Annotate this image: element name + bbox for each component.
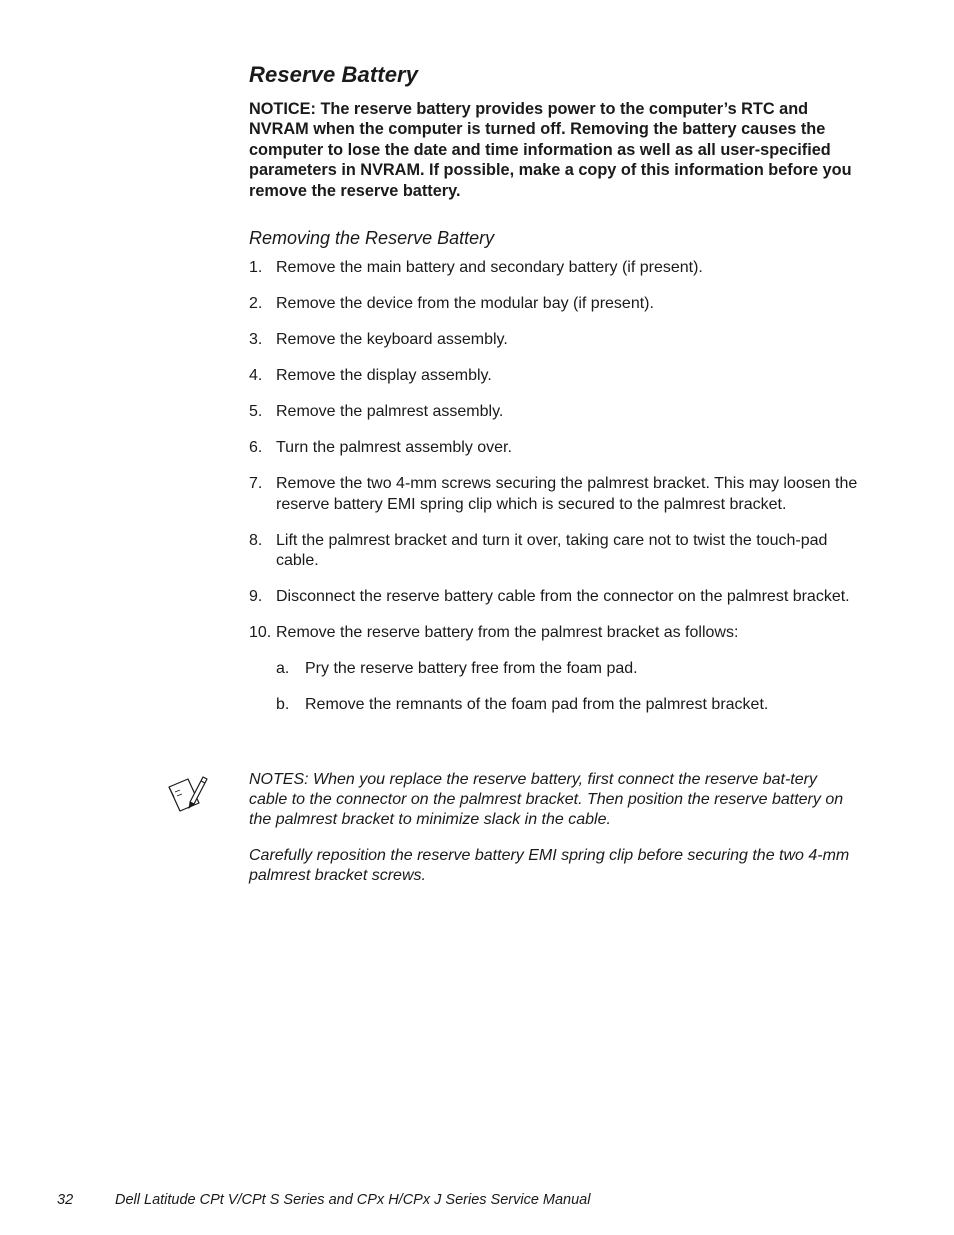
step-text: Remove the display assembly. [276, 367, 492, 384]
step-item [249, 258, 861, 279]
substep-text: Pry the reserve battery free from the foam pad. [305, 660, 638, 677]
step-item [249, 587, 861, 608]
step-item [249, 531, 861, 572]
step-text: Remove the two 4-mm screws securing the palmrest bracket. This may loosen the reserve battery EMI spring clip which is secured to the palmrest bracket. [276, 475, 858, 513]
notes-block [249, 770, 855, 902]
step-number: 7. [249, 475, 263, 492]
substep-item [276, 659, 861, 680]
step-item [249, 402, 861, 423]
step-item [249, 366, 861, 387]
step-number: 8. [249, 531, 263, 549]
step-number: 4. [249, 367, 263, 384]
substep-text: Remove the remnants of the foam pad from the palmrest bracket. [305, 696, 769, 713]
section-title: Reserve Battery [249, 62, 419, 87]
step-text: Remove the palmrest assembly. [276, 403, 504, 420]
step-number: 3. [249, 331, 263, 348]
step-item [249, 474, 861, 515]
substep-letter: a. [276, 660, 290, 677]
step-item [249, 330, 861, 351]
footer-manual-title: Dell Latitude CPt V/CPt S Series and CPx H/CPx J Series Service Manual [115, 1192, 591, 1208]
step-text: Lift the palmrest bracket and turn it over, taking care not to twist the touch-pad cable. [276, 531, 828, 569]
step-number: 9. [249, 588, 263, 605]
step-number: 5. [249, 403, 263, 420]
step-text: Turn the palmrest assembly over. [276, 439, 512, 456]
step-text: Remove the main battery and secondary battery (if present). [276, 259, 703, 276]
step-number: 2. [249, 295, 263, 312]
note-pencil-icon [166, 773, 208, 813]
step-number: 1. [249, 259, 263, 276]
substep-item [276, 695, 861, 716]
step-text: Remove the reserve battery from the palmrest bracket as follows: [276, 624, 739, 641]
step-number: 10. [249, 624, 272, 641]
step-item [249, 623, 861, 716]
substep-list [276, 659, 861, 716]
page-number: 32 [57, 1192, 74, 1208]
step-item [249, 294, 861, 315]
step-item [249, 438, 861, 459]
procedure-title: Removing the Reserve Battery [249, 228, 495, 248]
step-text: Disconnect the reserve battery cable from the connector on the palmrest bracket. [276, 588, 850, 605]
step-number: 6. [249, 439, 263, 456]
note-paragraph: Carefully reposition the reserve battery EMI spring clip before securing the two 4-mm palmrest bracket screws. [249, 847, 850, 885]
notice-text: NOTICE: The reserve battery provides power to the computer’s RTC and NVRAM when the computer is turned off. Removing the battery causes the computer to lose the date and time information as well as all user-specified parameters in NVRAM. If possible, make a copy of this information before you remove the reserve battery. [249, 100, 852, 200]
procedure-steps [249, 258, 861, 731]
substep-letter: b. [276, 696, 290, 713]
step-text: Remove the device from the modular bay (if present). [276, 295, 654, 312]
step-text: Remove the keyboard assembly. [276, 331, 508, 348]
note-paragraph: NOTES: When you replace the reserve battery, first connect the reserve bat-tery cable to the connector on the palmrest bracket. Then position the reserve battery on the palmrest bracket to minimize slack in the cable. [249, 771, 844, 829]
